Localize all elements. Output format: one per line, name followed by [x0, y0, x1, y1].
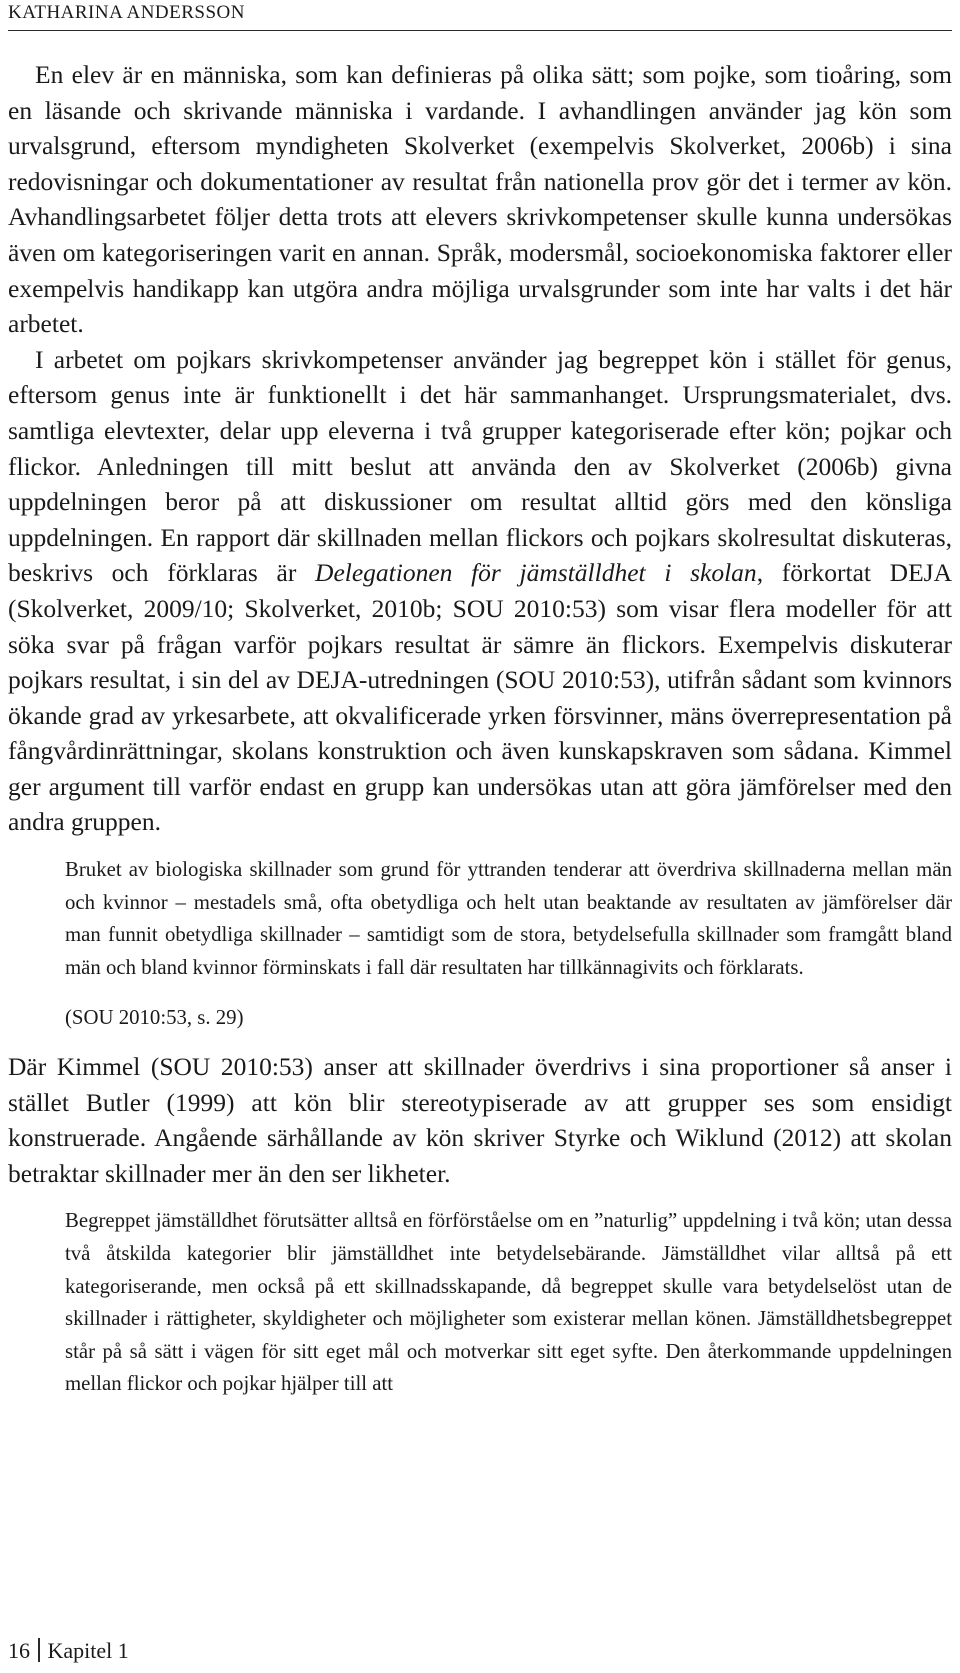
- body-text: [8, 57, 952, 1415]
- quote-source: (SOU 2010:53, s. 29): [65, 1006, 244, 1030]
- chapter-label: Kapitel 1: [47, 1638, 129, 1663]
- paragraph-intro: En elev är en människa, som kan definieras på olika sätt; som pojke, som tioåring, som en läsande och skrivande människa i vardande. I avhandlingen använder jag kön som urvalsgrund, eftersom myndigheten Skolverket (exempelvis Skolverket, 2006b) i sina redovisningar och dokumentationer av resultat från nationella prov gör det i termer av kön. Avhandlingsarbetet följer detta trots att elevers skrivkompetenser skulle kunna undersökas även om kategoriseringen varit en annan. Språk, modersmål, socioekonomiska faktorer eller exempelvis handikapp kan utgöra andra möjliga urvalsgrunder som inte har valts i det här arbetet.: [8, 60, 952, 339]
- paragraph-text-part: , förkortat DEJA (Skolverket, 2009/10; Skolverket, 2010b; SOU 2010:53) som visar flera modeller för att söka svar på frågan varför pojkars resultat är sämre än flickors. Exempelvis diskuterar pojkars resultat, i sin del av DEJA-utredningen (SOU 2010:53), utifrån sådant som kvinnors ökande grad av yrkesarbete, att okvalificerade yrken försvinner, mäns överrepresentation på fångvårdinrättningar, skolans konstruktion och även kunskapskraven som sådana. Kimmel ger argument till varför endast en grupp kan undersökas utan att göra jämförelser med den andra gruppen.: [8, 558, 952, 837]
- block-quote: [65, 1205, 952, 1401]
- running-header: KATHARINA ANDERSSON: [8, 0, 952, 31]
- page-footer: [8, 1636, 129, 1666]
- paragraph-gender-category: [8, 342, 952, 840]
- block-quote-text: Bruket av biologiska skillnader som grund för yttranden tenderar att överdriva skillnaderna mellan män och kvinnor – mestadels små, ofta obetydliga och helt utan beaktande av resultaten av jämförelser där man funnit obetydliga skillnader – samtidigt som de stora, betydelsefulla skillnader som framgått bland män och bland kvinnor förminskats i fall där resultaten har tillkännagivits och förklarats.: [65, 858, 952, 979]
- paragraph-kimmel-butler: Där Kimmel (SOU 2010:53) anser att skillnader överdrivs i sina proportioner så anser i stället Butler (1999) att kön blir stereotypiserade av att grupper ses som ensidigt konstruerade. Angående särhållande av kön skriver Styrke och Wiklund (2012) att skolan betraktar skillnader mer än den ser likheter.: [8, 1052, 952, 1188]
- block-quote-text: Begreppet jämställdhet förutsätter alltså en förförståelse om en ”naturlig” uppdelning i två kön; utan dessa två åtskilda kategorier blir jämställdhet inte betydelsebärande. Jämställdhet vilar alltså på ett kategoriserande, men också på ett skillnadsskapande, då begreppet skulle vara betydelselöst utan de skillnader i rättigheter, skyldigheter och möjligheter som existerar mellan könen. Jämställdhetsbegreppet står på så sätt i vägen för sitt eget mål och motverkar sitt eget syfte. Den återkommande uppdelningen mellan flickor och pojkar hjälper till att: [65, 1209, 952, 1396]
- block-quote: [65, 854, 952, 1035]
- page-number: 16: [8, 1638, 30, 1663]
- footer-divider: [38, 1638, 40, 1662]
- italic-title: Delegationen för jämställdhet i skolan: [315, 558, 757, 588]
- paragraph-text-part: I arbetet om pojkars skrivkompetenser använder jag begreppet kön i stället för genus, eftersom genus inte är funktionellt i det här sammanhanget. Ursprungsmaterialet, dvs. samtliga elevtexter, delar upp eleverna i två grupper kategoriserade efter kön; pojkar och flickor. Anledningen till mitt beslut att använda den av Skolverket (2006b) givna uppdelningen beror på att diskussioner om resultat alltid görs med den könsliga uppdelningen. En rapport där skillnaden mellan flickors och pojkars skolresultat diskuteras, beskrivs och förklaras är: [8, 344, 952, 588]
